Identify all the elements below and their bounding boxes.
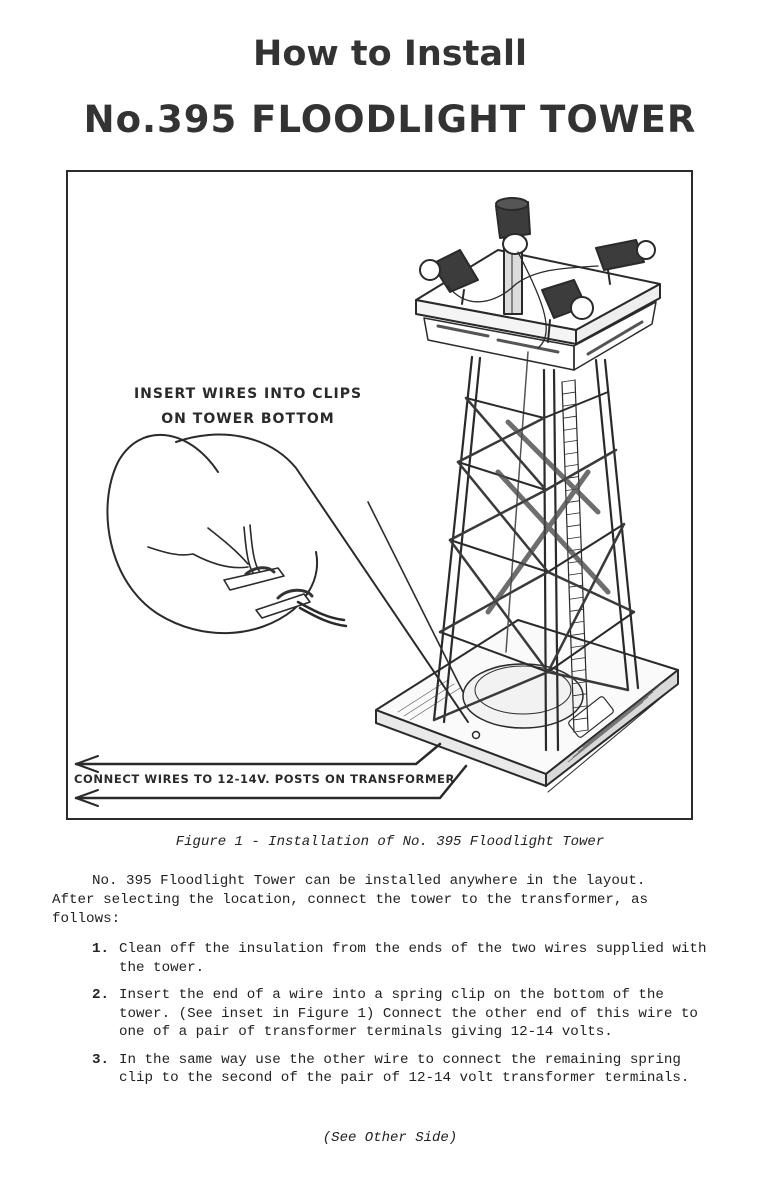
see-other-side-note: (See Other Side) <box>322 1130 458 1146</box>
ladder-rung <box>562 380 575 382</box>
floodlight-tower-drawing <box>68 172 695 822</box>
intro-paragraph <box>52 872 722 929</box>
ladder-rung <box>569 573 583 575</box>
inset-clip-detail <box>107 435 468 722</box>
ladder-rung <box>565 464 578 466</box>
inset-label-line2: ON TOWER BOTTOM <box>161 411 335 427</box>
ladder-rung <box>567 537 580 539</box>
transformer-wire-label: CONNECT WIRES TO 12-14V. POSTS ON TRANSFORMER <box>74 772 455 786</box>
floodlight-top <box>496 198 530 254</box>
ladder-rung <box>567 525 580 527</box>
step-item <box>92 986 722 1042</box>
ladder-rung <box>570 609 584 611</box>
step-number: 1. <box>92 941 110 957</box>
step-text: Clean off the insulation from the ends of the two wires supplied with the tower. <box>119 941 707 976</box>
ladder-rung <box>562 392 575 394</box>
step-text: In the same way use the other wire to connect the remaining spring clip to the second of the pair of 12-14 volt transformer terminals. <box>119 1051 690 1086</box>
step-number: 2. <box>92 987 110 1003</box>
step-item <box>92 1051 722 1088</box>
figure-caption: Figure 1 - Installation of No. 395 Floodlight Tower <box>175 834 605 850</box>
page-title-line1: How to Install <box>253 34 527 74</box>
intro-rest: After selecting the location, connect the tower to the transformer, as follows: <box>52 892 648 927</box>
step-number: 3. <box>92 1051 110 1068</box>
inset-label-line1: INSERT WIRES INTO CLIPS <box>133 386 363 402</box>
intro-line1: No. 395 Floodlight Tower can be installed anywhere in the layout. <box>92 873 646 889</box>
step-text: Insert the end of a wire into a spring clip on the bottom of the tower. (See inset in Figure 1) Connect the other end of this wire to one of a pair of transformer terminals giving 12-14 volts. <box>119 987 698 1040</box>
installation-steps <box>92 940 722 1097</box>
ladder-rung <box>571 633 585 635</box>
ladder-rung <box>564 440 577 442</box>
ladder-rung <box>567 513 580 515</box>
ladder-rung <box>564 452 577 454</box>
figure-1-illustration <box>66 170 693 820</box>
ladder-rung <box>564 428 577 430</box>
ladder-rung <box>569 597 583 599</box>
step-item <box>92 940 722 977</box>
ladder-rung <box>563 416 576 418</box>
page-title-line2: No.395 FLOODLIGHT TOWER <box>83 98 697 141</box>
